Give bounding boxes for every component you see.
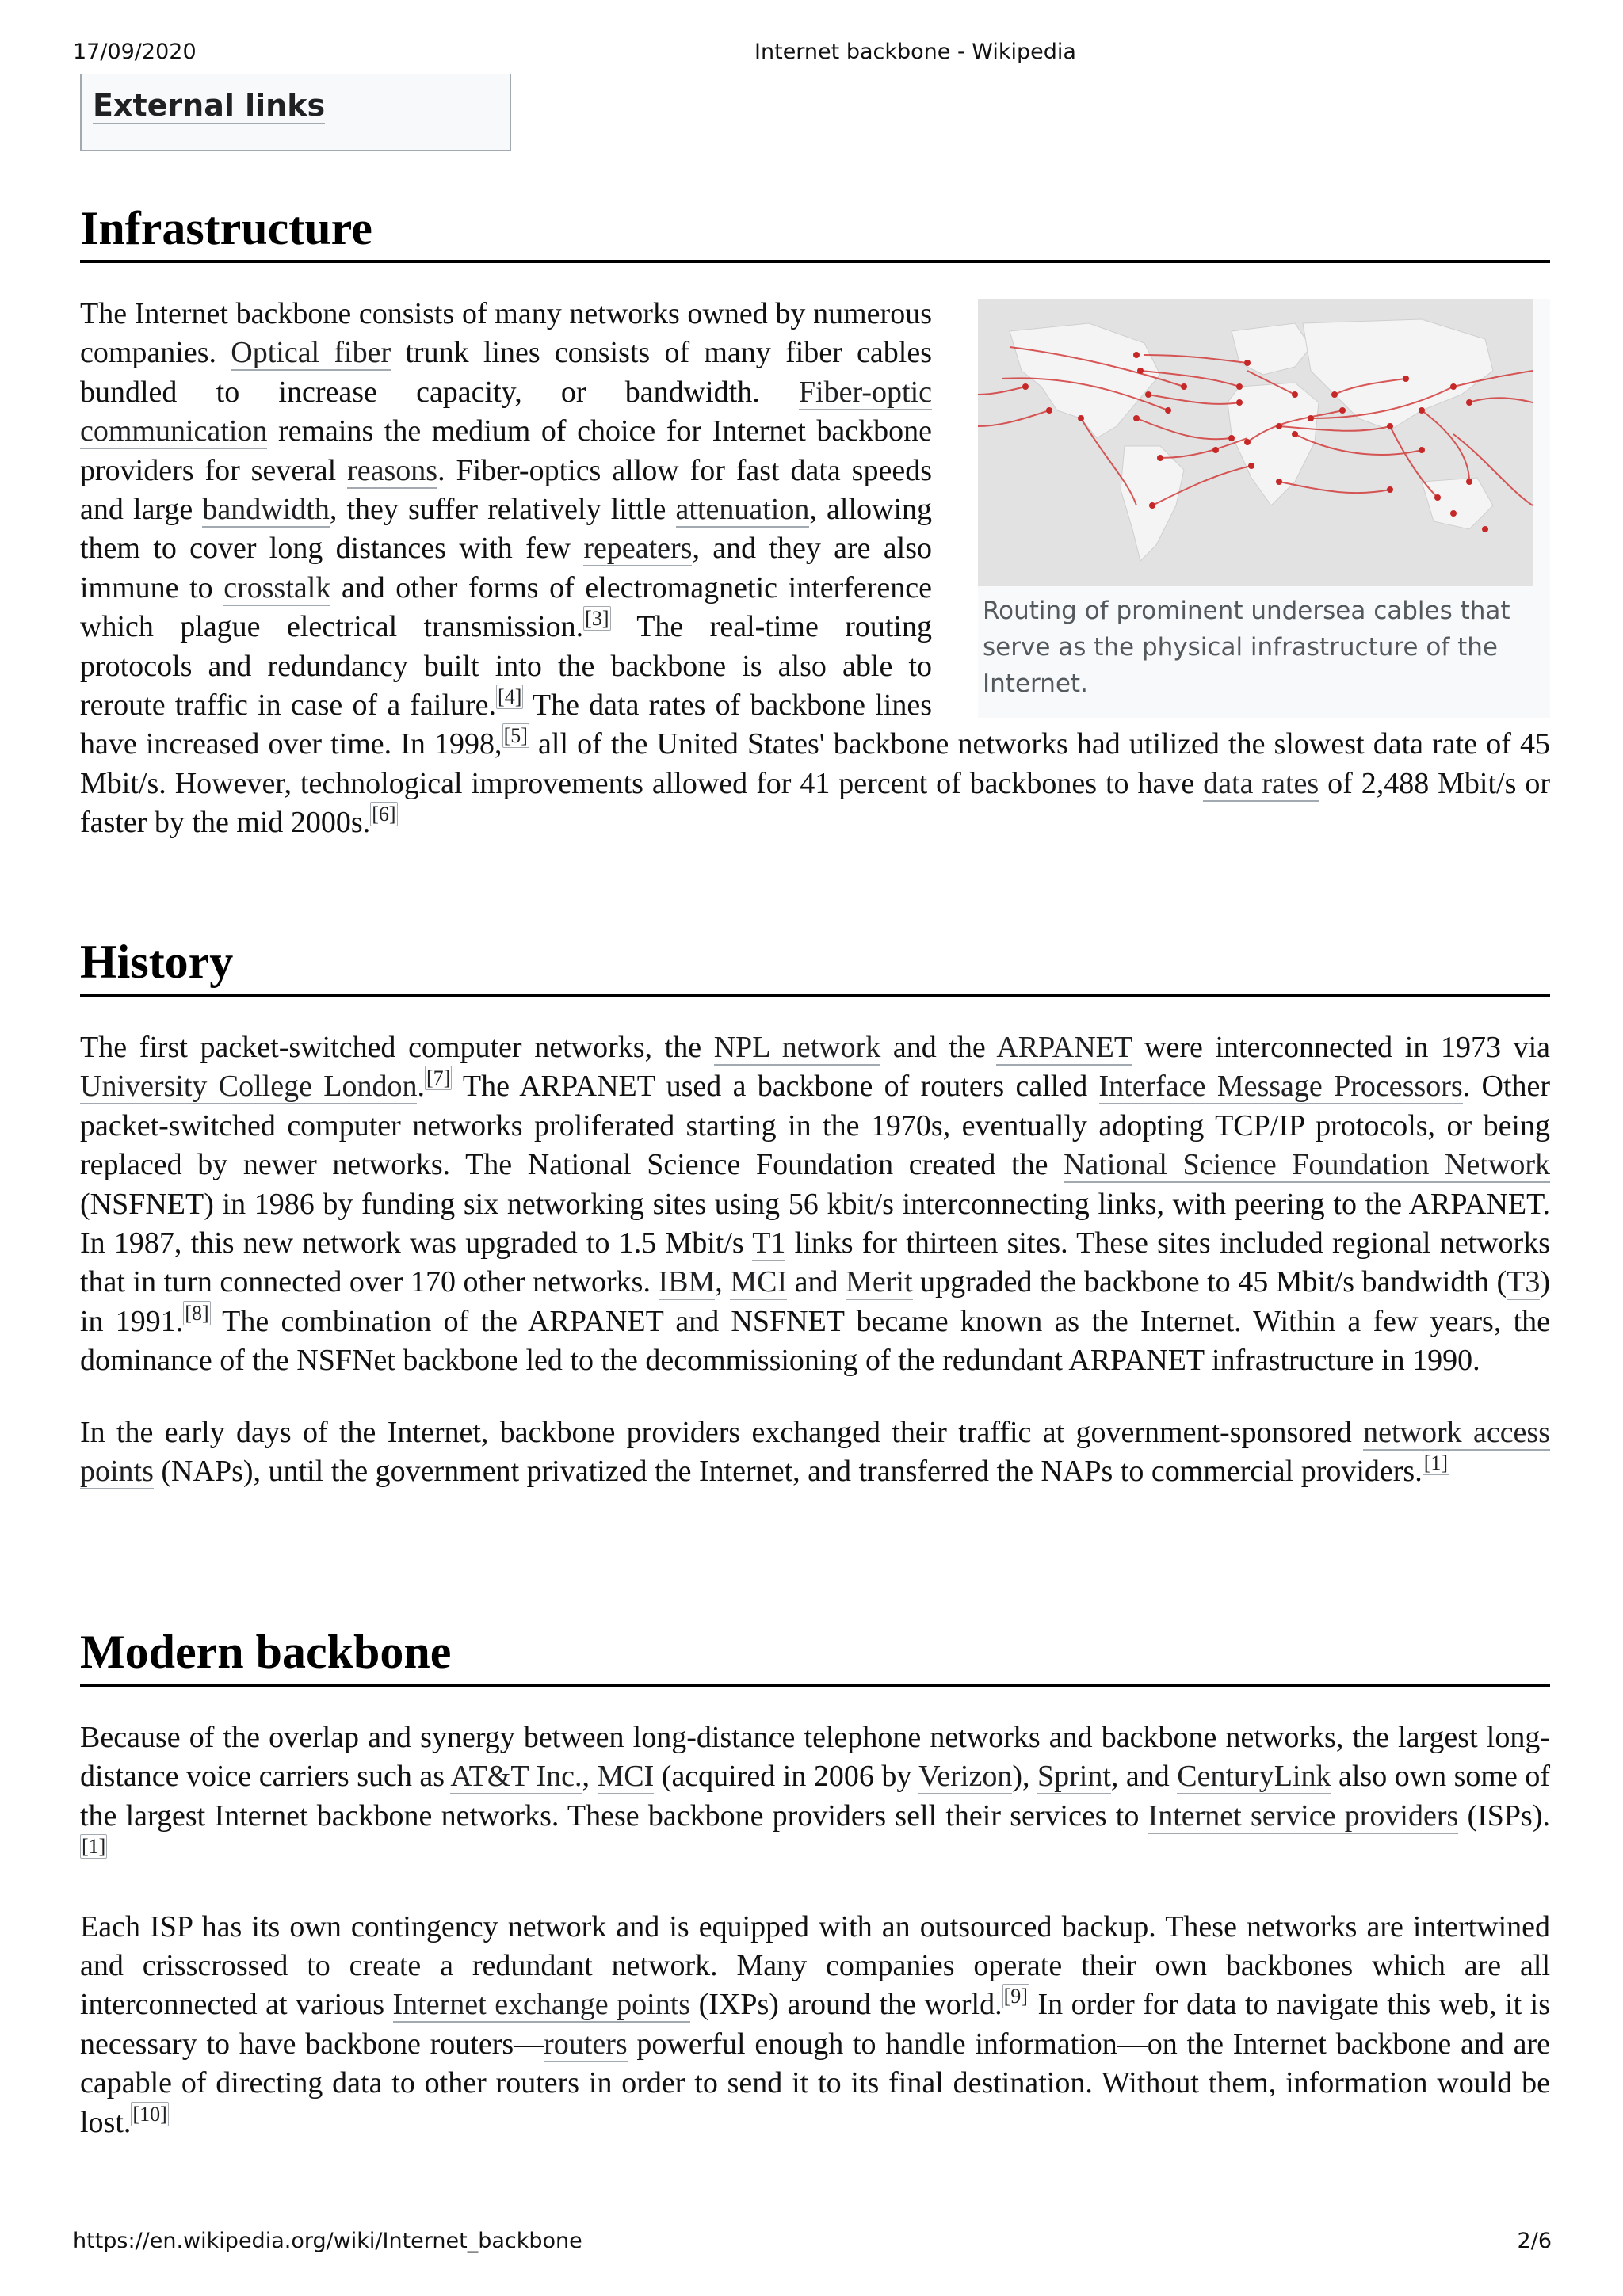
citation-1[interactable]: [1] bbox=[1423, 1451, 1449, 1475]
link-mci-2[interactable]: MCI bbox=[597, 1760, 655, 1794]
citation-5[interactable]: [5] bbox=[503, 724, 528, 748]
section-infrastructure bbox=[80, 200, 1550, 843]
citation-4[interactable]: [4] bbox=[498, 685, 522, 709]
toc-item-external-links[interactable]: External links bbox=[93, 88, 326, 123]
link-sprint[interactable]: Sprint bbox=[1037, 1760, 1111, 1794]
link-routers[interactable]: routers bbox=[544, 2027, 628, 2061]
link-merit[interactable]: Merit bbox=[846, 1265, 913, 1299]
link-crosstalk[interactable]: crosstalk bbox=[223, 570, 331, 605]
paragraph-infrastructure: The Internet backbone consists of many networks owned by numerous companies. Optical fiber trunk lines consists of many fiber cables bundled to increase capacity, or bandwidth. Fiber-optic communication remains the medium of choice for Internet backbone providers for several reasons. Fiber-optics allow for fast data speeds and large bandwidth, they suffer relatively little attenuation, allowing them to cover long distances with few repeaters, and they are also immune to crosstalk and other forms of electromagnetic interference which plague electrical transmission.[3] The real-time routing protocols and redundancy built into the backbone is also able to reroute traffic in case of a failure.[4] The data rates of backbone lines have increased over time. In 1998,[5] all of the United States' backbone networks had utilized the slowest data rate of 45 Mbit/s. However, technological improvements allowed for 41 percent of backbones to have data rates of 2,488 Mbit/s or faster by the mid 2000s.[6] bbox=[80, 297, 1550, 840]
section-modern-backbone bbox=[80, 1623, 1550, 2142]
link-network-access-points[interactable]: network access points bbox=[80, 1415, 1551, 1489]
print-page-number: 2/6 bbox=[1517, 2229, 1552, 2253]
link-repeaters[interactable]: repeaters bbox=[583, 532, 693, 566]
link-verizon[interactable]: Verizon bbox=[918, 1760, 1013, 1794]
link-internet-exchange-points[interactable]: Internet exchange points bbox=[392, 1988, 691, 2022]
link-t3[interactable]: T3 bbox=[1507, 1265, 1541, 1299]
figure-caption: Routing of prominent undersea cables that serve as the physical infrastructure of the Internet. bbox=[983, 597, 1510, 698]
citation-10[interactable]: [10] bbox=[132, 2102, 167, 2126]
citation-9[interactable]: [9] bbox=[1003, 1985, 1028, 2008]
link-ibm[interactable]: IBM bbox=[658, 1265, 716, 1299]
paragraph-modern-1: Because of the overlap and synergy between long-distance telephone networks and backbone networks, the largest long-distance voice carriers such as AT&T Inc., MCI (acquired in 2006 by Verizon), Sprint, and CenturyLink also own some of the largest Internet backbone networks. These backbone providers sell their services to Internet service providers (ISPs).[1] bbox=[80, 1721, 1551, 1859]
undersea-cable-map-image[interactable] bbox=[978, 299, 1533, 586]
link-mci[interactable]: MCI bbox=[730, 1265, 788, 1299]
link-bandwidth[interactable]: bandwidth bbox=[202, 493, 330, 527]
table-of-contents bbox=[80, 74, 511, 151]
undersea-cable-figure bbox=[978, 299, 1550, 718]
heading-history: History bbox=[80, 933, 1550, 997]
citation-6[interactable]: [6] bbox=[372, 803, 396, 826]
link-internet-service-providers[interactable]: Internet service providers bbox=[1148, 1798, 1459, 1833]
link-data-rates[interactable]: data rates bbox=[1203, 766, 1319, 800]
heading-modern-backbone: Modern backbone bbox=[80, 1623, 1550, 1687]
link-npl-network[interactable]: NPL network bbox=[713, 1031, 881, 1064]
paragraph-modern-2: Each ISP has its own contingency network and is equipped with an outsourced backup. These networks are intertwined and crisscrossed to create a redundant network. Many companies operate their own backbones which are all interconnected at various Internet exchange points (IXPs) around the world.[9] In order for data to navigate this web, it is necessary to have backbone routers—routers powerful enough to handle information—on the Internet backbone and are capable of directing data to other routers in order to send it to its final destination. Without them, information would be lost.[10] bbox=[80, 1909, 1551, 2139]
paragraph-history-2: In the early days of the Internet, backbone providers exchanged their traffic at government-sponsored network access points (NAPs), until the government privatized the Internet, and transferred the NAPs to commercial providers.[1] bbox=[80, 1415, 1551, 1489]
heading-infrastructure: Infrastructure bbox=[80, 200, 1550, 263]
link-centurylink[interactable]: CenturyLink bbox=[1177, 1760, 1331, 1794]
link-interface-message-processors[interactable]: Interface Message Processors bbox=[1098, 1070, 1463, 1104]
print-page-title: Internet backbone - Wikipedia bbox=[754, 40, 1076, 64]
section-history bbox=[80, 933, 1550, 1491]
citation-7[interactable]: [7] bbox=[426, 1066, 451, 1090]
citation-3[interactable]: [3] bbox=[585, 607, 609, 631]
link-nsfnet[interactable]: National Science Foundation Network bbox=[1064, 1148, 1550, 1182]
paragraph-history-1: The first packet-switched computer networks, the NPL network and the ARPANET were interconnected in 1973 via University College London.[7] The ARPANET used a backbone of routers called Interface Message Processors. Other packet-switched computer networks proliferated starting in the 1970s, eventually adopting TCP/IP protocols, or being replaced by newer networks. The National Science Foundation created the National Science Foundation Network (NSFNET) in 1986 by funding six networking sites using 56 kbit/s interconnecting links, with peering to the ARPANET. In 1987, this new network was upgraded to 1.5 Mbit/s T1 links for thirteen sites. These sites included regional networks that in turn connected over 170 other networks. IBM, MCI and Merit upgraded the backbone to 45 Mbit/s bandwidth (T3) in 1991.[8] The combination of the ARPANET and NSFNET became known as the Internet. Within a few years, the dominance of the NSFNet backbone led to the decommissioning of the redundant ARPANET infrastructure in 1990. bbox=[80, 1031, 1551, 1378]
link-optical-fiber[interactable]: Optical fiber bbox=[231, 336, 391, 370]
link-reasons[interactable]: reasons bbox=[347, 453, 438, 487]
citation-8[interactable]: [8] bbox=[185, 1301, 209, 1325]
link-arpanet[interactable]: ARPANET bbox=[996, 1031, 1132, 1064]
link-att-inc[interactable]: AT&T Inc. bbox=[450, 1760, 582, 1794]
print-footer-url: https://en.wikipedia.org/wiki/Internet_backbone bbox=[73, 2229, 582, 2253]
link-attenuation[interactable]: attenuation bbox=[675, 493, 810, 527]
link-t1[interactable]: T1 bbox=[752, 1226, 786, 1261]
citation-1b[interactable]: [1] bbox=[82, 1835, 106, 1859]
link-university-college-london[interactable]: University College London bbox=[80, 1070, 418, 1104]
print-date: 17/09/2020 bbox=[73, 40, 197, 64]
link-fiber-optic-communication[interactable]: Fiber-optic communication bbox=[80, 375, 932, 448]
